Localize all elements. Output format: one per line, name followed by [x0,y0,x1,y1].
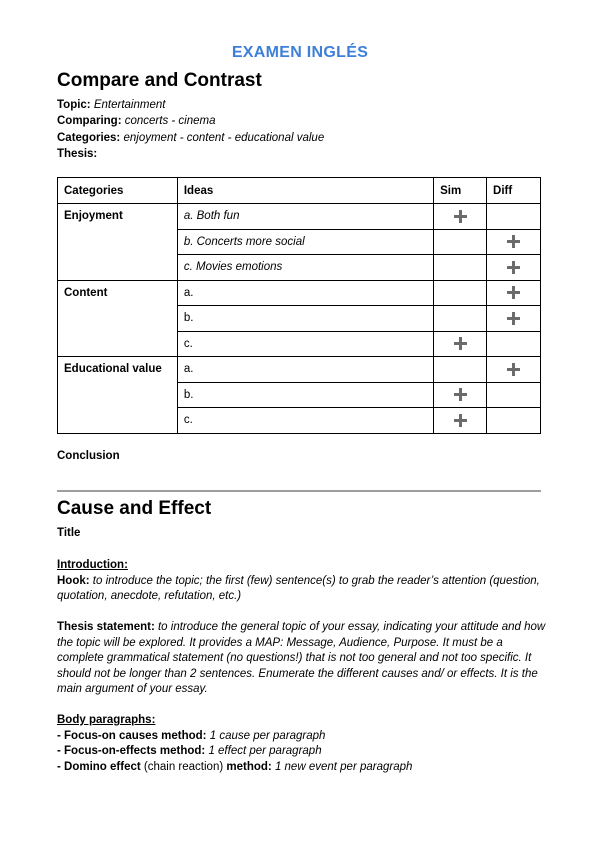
categories-value: enjoyment - content - educational value [123,131,325,144]
category-cell: Content [58,280,178,357]
idea-cell: b. [177,306,433,332]
hook-label: Hook: [57,574,90,587]
sim-cell [434,255,487,281]
cause-effect-heading: Cause and Effect [57,498,212,519]
sim-cell [434,306,487,332]
compare-table [57,177,541,434]
plus-icon [454,337,467,350]
header-diff: Diff [487,178,541,204]
sim-cell [434,204,487,230]
plus-icon [507,286,520,299]
idea-cell: b. [177,382,433,408]
category-cell: Enjoyment [58,204,178,281]
body-paragraphs-block [57,713,547,775]
idea-cell: a. [177,357,433,383]
sim-cell [434,280,487,306]
method-text: 1 new event per paragraph [274,760,413,773]
sim-cell [434,229,487,255]
method-item [57,744,547,760]
plus-icon [454,210,467,223]
plus-icon [507,235,520,248]
diff-cell [487,204,541,230]
section-divider [57,490,541,492]
topic-label: Topic: [57,99,91,111]
header-ideas: Ideas [177,178,433,204]
idea-cell: b. Concerts more social [177,229,433,255]
exam-title: EXAMEN INGLÉS [231,44,369,61]
categories-line [57,130,324,146]
plus-icon [507,261,520,274]
diff-cell [487,382,541,408]
sim-cell [434,382,487,408]
table-body [58,204,541,434]
thesis-label: Thesis: [57,148,98,161]
diff-cell [487,357,541,383]
plus-icon [507,312,520,325]
idea-cell: c. Movies emotions [177,255,433,281]
plus-icon [507,363,520,376]
thesis-statement-label: Thesis statement: [57,621,155,633]
comparing-value: concerts - cinema [124,115,216,128]
method-label-end: method: [226,760,272,773]
diff-cell [487,408,541,434]
method-item [57,760,547,776]
topic-line [57,97,324,113]
title-label: Title [57,527,81,539]
hook-text: to introduce the topic; the first (few) sentence(s) to grab the reader’s attention (question, quotation, anecdote, refutation, etc.) [57,574,540,602]
sim-cell [434,357,487,383]
conclusion-label: Conclusion [57,450,120,462]
table-row [58,204,541,230]
method-label: - Focus-on causes method: [57,729,207,742]
table-row [58,280,541,306]
comparing-label: Comparing: [57,115,122,128]
category-cell: Educational value [58,357,178,434]
method-label: - Domino effect [57,760,141,773]
method-text: 1 cause per paragraph [209,729,326,742]
table-row [58,357,541,383]
thesis-block [57,620,547,698]
compare-meta [57,97,324,163]
topic-value: Entertainment [93,99,166,111]
diff-cell [487,306,541,332]
plus-icon [454,414,467,427]
thesis-statement-text: to introduce the general topic of your essay, indicating your attitude and how the topic will be explored. It provides a MAP: Message, Audience, Purpose. It must be a complete grammatical statement (no questions!) that is not too general and not too specific. It should not be longer than 2 sentences. Enumerate the different causes and/ or effects. It is the main argument of your essay. [57,621,546,695]
sim-cell [434,408,487,434]
idea-cell: a. [177,280,433,306]
categories-label: Categories: [57,131,121,144]
diff-cell [487,280,541,306]
introduction-heading: Introduction: [57,559,128,571]
hook-paragraph [57,574,547,605]
header-categories: Categories [58,178,178,204]
plus-icon [454,388,467,401]
comparing-line [57,113,324,129]
method-label: - Focus-on-effects method: [57,745,206,757]
body-paragraphs-heading: Body paragraphs: [57,714,156,726]
method-text: 1 effect per paragraph [208,745,322,757]
compare-contrast-heading: Compare and Contrast [57,70,262,91]
header-sim: Sim [434,178,487,204]
sim-cell [434,331,487,357]
diff-cell [487,331,541,357]
method-item [57,729,547,745]
idea-cell: a. Both fun [177,204,433,230]
idea-cell: c. [177,331,433,357]
table-header-row [58,178,541,204]
thesis-line [57,146,324,162]
diff-cell [487,229,541,255]
idea-cell: c. [177,408,433,434]
introduction-block [57,558,547,605]
diff-cell [487,255,541,281]
method-label-mid: (chain reaction) [143,760,224,773]
